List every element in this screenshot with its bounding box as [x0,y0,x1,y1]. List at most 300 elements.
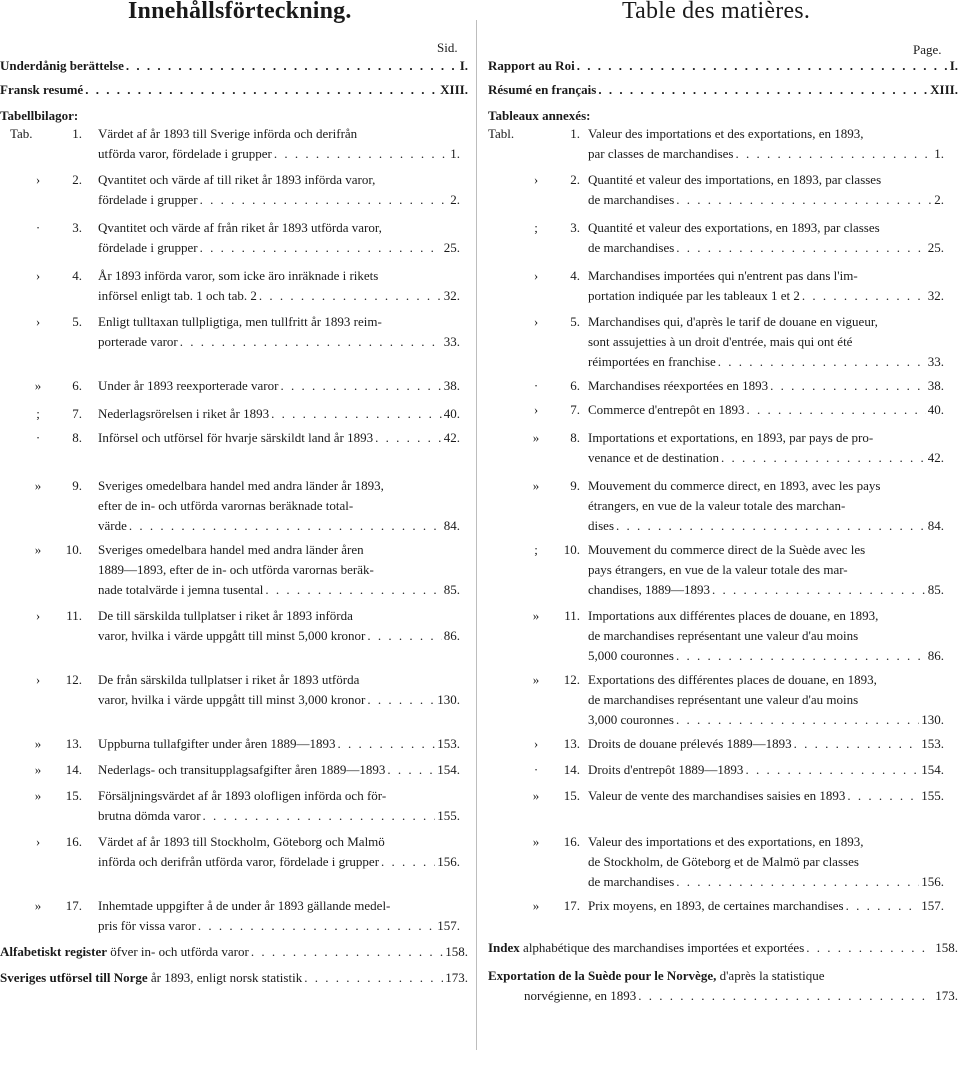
entry-number: 1. [570,126,580,141]
entry-page: 154. [921,762,944,777]
french-top-entry-page: I. [949,58,958,73]
leader-dots [387,760,435,780]
entry-page: 156. [437,854,460,869]
swedish-toc-entry[interactable] [0,170,468,210]
entry-line-text: de marchandises [588,874,675,889]
entry-text [98,540,460,600]
ditto-mark: › [533,172,539,187]
entry-line-text: chandises, 1889—1893 [588,582,711,597]
swedish-toc-entry[interactable] [0,476,468,536]
entry-line: Valeur des importations et des exportations, en 1893, [588,834,864,849]
leader-dots [577,58,948,74]
index-bold-label: Sveriges utförsel till Norge [0,970,148,985]
entry-line [98,428,460,448]
entry-text [98,170,460,210]
entry-page: 85. [443,582,460,597]
ditto-mark: » [532,788,540,803]
entry-line [98,404,460,424]
entry-number: 8. [72,430,82,445]
french-toc-entry[interactable] [488,400,958,420]
entry-text [588,896,944,916]
entry-number: 10. [65,542,82,557]
entry-line-text: utförda varor, fördelade i grupper [98,146,272,161]
entry-text [98,832,460,872]
entry-number: 15. [65,788,82,803]
french-toc-entry[interactable] [488,540,958,600]
french-toc-entry[interactable] [488,376,958,396]
entry-line: de marchandises représentant une valeur d'au moins [588,692,859,707]
entry-line [588,786,944,806]
entry-number: 16. [65,834,82,849]
swedish-toc-entry[interactable] [0,312,468,352]
ditto-mark: » [34,478,42,493]
ditto-mark: · [35,430,41,445]
entry-text [98,786,460,826]
entry-line-text: Nederlags- och transitupplagsafgifter åren 1889—1893 [98,762,386,777]
leader-dots [718,352,926,372]
french-top-entry[interactable] [488,58,958,74]
index-bold-label: Index [488,940,520,955]
entry-page: 157. [921,898,944,913]
entry-line: Marchandises qui, d'après le tarif de douane en vigueur, [588,314,878,329]
entry-line: de Stockholm, de Göteborg et de Malmö par classes [588,854,859,869]
leader-dots [338,734,436,754]
entry-line [588,516,944,536]
swedish-toc-entry[interactable] [0,670,468,710]
swedish-toc-entry[interactable] [0,896,468,936]
entry-text [588,832,944,892]
entry-number: 9. [72,478,82,493]
entry-text [98,124,460,164]
entry-number: 7. [72,406,82,421]
french-index-entry[interactable] [488,940,958,956]
ditto-mark: · [533,762,539,777]
entry-line-text: brutna dömda varor [98,808,201,823]
swedish-toc-entry[interactable] [0,540,468,600]
entry-page: 42. [927,450,944,465]
entry-line [98,516,460,536]
entry-text [98,218,460,258]
entry-line-text: värde [98,518,127,533]
entry-page: 153. [921,736,944,751]
entry-line: Enligt tulltaxan tullpligtiga, men tullfritt år 1893 reim- [98,314,382,329]
ditto-mark: » [532,430,540,445]
entry-line-text: Prix moyens, en 1893, de certaines marchandises [588,898,844,913]
entry-line-text: Commerce d'entrepôt en 1893 [588,402,745,417]
swedish-toc-entry[interactable] [0,606,468,646]
entry-number: 3. [570,220,580,235]
entry-line-text: portation indiquée par les tableaux 1 et 2 [588,288,800,303]
ditto-mark: › [533,314,539,329]
entry-line [98,144,460,164]
leader-dots [745,760,919,780]
entry-text [98,312,460,352]
swedish-toc-entry[interactable] [0,428,468,448]
entry-line-text: de marchandises [588,240,675,255]
ditto-mark: › [35,834,41,849]
entry-line [98,376,460,396]
entry-text [588,670,944,730]
ditto-mark: ; [534,220,538,235]
entry-line: År 1893 införda varor, som icke äro inräknade i rikets [98,268,379,283]
entry-line: De till särskilda tullplatser i riket år 1893 införda [98,608,353,623]
entry-line: pays étrangers, en vue de la valeur totale des mar- [588,562,848,577]
leader-dots [712,580,926,600]
entry-line [98,690,460,710]
leader-dots [280,376,441,396]
ditto-mark: » [34,788,42,803]
leader-dots [616,516,926,536]
ditto-mark: » [532,478,540,493]
index-rest-label: d'après la statistique [716,968,825,983]
swedish-page-header: Sid. [437,40,458,55]
leader-dots [676,238,925,258]
entry-page: 85. [927,582,944,597]
entry-line [588,580,944,600]
entry-line [588,400,944,420]
entry-line: Försäljningsvärdet af år 1893 olofligen införda och för- [98,788,387,803]
entry-text [588,124,944,164]
entry-line: Inhemtade uppgifter å de under år 1893 gällande medel- [98,898,391,913]
entry-page: 86. [443,628,460,643]
entry-number: 4. [570,268,580,283]
entry-line: Mouvement du commerce direct de la Suède avec les [588,542,866,557]
leader-dots [367,690,435,710]
entry-line [98,332,460,352]
index-label [488,940,804,956]
entry-number: 11. [66,608,82,623]
entry-text [588,266,944,306]
entry-text [588,760,944,780]
ditto-mark: › [533,736,539,751]
entry-number: 10. [563,542,580,557]
entry-page: 42. [443,430,460,445]
leader-dots [200,190,449,210]
entry-page: 84. [443,518,460,533]
entry-text [588,476,944,536]
swedish-toc-entry[interactable] [0,376,468,396]
leader-dots [198,916,435,936]
french-top-entry[interactable] [488,82,958,98]
entry-text [588,606,944,666]
entry-line [588,734,944,754]
entry-line-text: Nederlagsrörelsen i riket år 1893 [98,406,270,421]
french-title: Table des matières. [622,0,811,24]
entry-line-text: varor, hvilka i värde uppgått till minst 3,000 kronor [98,692,366,707]
entry-line [588,760,944,780]
index-label [0,970,302,986]
entry-page: 38. [927,378,944,393]
entry-line: Mouvement du commerce direct, en 1893, avec les pays [588,478,881,493]
entry-text [98,404,460,424]
swedish-top-entry-page: XIII. [440,82,468,97]
entry-line-text: dises [588,518,614,533]
entry-text [98,606,460,646]
entry-number: 14. [65,762,82,777]
leader-dots [847,786,919,806]
ditto-mark: › [35,672,41,687]
entry-text [98,428,460,448]
french-section-heading: Tableaux annexés: [488,108,591,123]
swedish-index-entry[interactable] [0,944,468,960]
entry-line [98,734,460,754]
entry-text [588,786,944,806]
ditto-mark: › [35,268,41,283]
swedish-column [0,0,468,1066]
french-column [488,0,958,1066]
french-toc-entry[interactable] [488,312,958,372]
swedish-index-entry[interactable] [0,970,468,986]
french-tab-prefix: Tabl. [488,126,515,141]
leader-dots [274,144,448,164]
entry-line [588,710,944,730]
entry-page: 32. [927,288,944,303]
ditto-mark: » [532,898,540,913]
entry-line [588,352,944,372]
index-page: 173. [445,970,468,985]
french-top-entry-label: Rapport au Roi [488,58,575,73]
french-index-entry[interactable] [488,966,958,1006]
leader-dots [304,970,443,986]
entry-text [588,400,944,420]
entry-number: 5. [570,314,580,329]
entry-page: 40. [443,406,460,421]
french-toc-entry[interactable] [488,734,958,754]
leader-dots [381,852,435,872]
entry-number: 6. [72,378,82,393]
entry-line-text: 3,000 couronnes [588,712,674,727]
entry-text [588,428,944,468]
entry-line-text: Uppburna tullafgifter under åren 1889—1893 [98,736,336,751]
entry-number: 12. [65,672,82,687]
entry-text [98,266,460,306]
entry-number: 16. [563,834,580,849]
ditto-mark: · [35,220,41,235]
french-toc-entry[interactable] [488,266,958,306]
entry-text [588,312,944,372]
entry-number: 17. [563,898,580,913]
entry-line-text: Valeur de vente des marchandises saisies en 1893 [588,788,846,803]
leader-dots [271,404,442,424]
index-page: 173. [935,988,958,1003]
entry-line [98,286,460,306]
swedish-top-entry[interactable] [0,58,468,74]
entry-page: 130. [437,692,460,707]
entry-line: Quantité et valeur des importations, en 1893, par classes [588,172,882,187]
leader-dots [676,872,919,892]
entry-text [98,760,460,780]
entry-line: De från särskilda tullplatser i riket år 1893 utförda [98,672,360,687]
entry-page: 130. [921,712,944,727]
swedish-toc-entry[interactable] [0,404,468,424]
swedish-tab-prefix: Tab. [10,126,33,141]
leader-dots [85,82,438,98]
entry-number: 1. [72,126,82,141]
french-page-header: Page. [913,42,942,57]
entry-line: Qvantitet och värde af till riket år 1893 införda varor, [98,172,376,187]
entry-page: 154. [437,762,460,777]
entry-line: Importations aux différentes places de douane, en 1893, [588,608,879,623]
entry-page: 2. [934,192,944,207]
index-bold-label: Exportation de la Suède pour le Norvège, [488,968,717,983]
swedish-toc-entry[interactable] [0,124,468,164]
french-toc-entry[interactable] [488,760,958,780]
entry-line-text: porterade varor [98,334,178,349]
leader-dots [126,58,458,74]
ditto-mark: » [532,834,540,849]
leader-dots [676,646,926,666]
entry-page: 32. [443,288,460,303]
french-toc-entry[interactable] [488,670,958,730]
entry-line: sont assujetties à un droit d'entrée, mais qui ont été [588,334,853,349]
entry-text [588,376,944,396]
french-toc-entry[interactable] [488,786,958,806]
entry-number: 13. [65,736,82,751]
leader-dots [676,190,932,210]
entry-line-text: Droits d'entrepôt 1889—1893 [588,762,744,777]
entry-page: 25. [443,240,460,255]
swedish-toc-entry[interactable] [0,734,468,754]
swedish-title: Innehållsförteckning. [128,0,352,24]
entry-line: Sveriges omedelbara handel med andra länder år 1893, [98,478,384,493]
entry-line [588,646,944,666]
swedish-toc-entry[interactable] [0,760,468,780]
entry-line-text: Införsel och utförsel för hvarje särskildt land år 1893 [98,430,374,445]
entry-number: 6. [570,378,580,393]
french-toc-entry[interactable] [488,832,958,892]
entry-number: 5. [72,314,82,329]
entry-number: 9. [570,478,580,493]
entry-number: 11. [564,608,580,623]
column-divider [476,20,477,1050]
entry-line: de marchandises représentant une valeur d'au moins [588,628,859,643]
entry-line [588,448,944,468]
index-label [0,944,249,960]
entry-number: 4. [72,268,82,283]
entry-line-text: 5,000 couronnes [588,648,674,663]
swedish-toc-entry[interactable] [0,786,468,826]
swedish-toc-entry[interactable] [0,832,468,872]
entry-number: 8. [570,430,580,445]
entry-text [588,218,944,258]
swedish-toc-entry[interactable] [0,218,468,258]
entry-number: 3. [72,220,82,235]
leader-dots [806,940,933,956]
french-toc-entry[interactable] [488,124,958,164]
entry-number: 14. [563,762,580,777]
entry-line: Quantité et valeur des exportations, en 1893, par classes [588,220,880,235]
leader-dots [251,944,443,960]
swedish-top-entry-label: Fransk resumé [0,82,84,97]
entry-number: 13. [563,736,580,751]
entry-page: 84. [927,518,944,533]
leader-dots [846,896,920,916]
leader-dots [375,428,442,448]
entry-line-text: de marchandises [588,192,675,207]
entry-number: 2. [570,172,580,187]
entry-line [588,238,944,258]
index-page: 158. [445,944,468,959]
leader-dots [638,986,933,1006]
entry-line [98,626,460,646]
french-toc-entry[interactable] [488,218,958,258]
entry-line [98,916,460,936]
ditto-mark: » [532,672,540,687]
entry-line-text: nade totalvärde i jemna tusental [98,582,264,597]
french-toc-entry[interactable] [488,606,958,666]
swedish-section-heading: Tabellbilagor: [0,108,79,123]
entry-line [98,580,460,600]
entry-number: 2. [72,172,82,187]
entry-page: 86. [927,648,944,663]
ditto-mark: ; [534,542,538,557]
entry-page: 1. [934,146,944,161]
entry-line [588,896,944,916]
french-top-entry-page: XIII. [930,82,958,97]
swedish-top-entry-label: Underdånig berättelse [0,58,124,73]
entry-number: 15. [563,788,580,803]
french-toc-entry[interactable] [488,896,958,916]
french-toc-entry[interactable] [488,170,958,210]
swedish-top-entry[interactable] [0,82,468,98]
entry-line [98,190,460,210]
index-line [488,986,958,1006]
ditto-mark: › [35,314,41,329]
entry-number: 7. [570,402,580,417]
entry-text [588,540,944,600]
entry-line: Värdet af år 1893 till Stockholm, Göteborg och Malmö [98,834,385,849]
entry-page: 33. [443,334,460,349]
leader-dots [367,626,441,646]
ditto-mark: » [532,608,540,623]
french-toc-entry[interactable] [488,428,958,468]
swedish-toc-entry[interactable] [0,266,468,306]
index-rest-label: öfver in- och utförda varor [106,944,249,959]
entry-line-text: införda och derifrån utförda varor, fördelade i grupper [98,854,380,869]
entry-line: Exportations des différentes places de douane, en 1893, [588,672,877,687]
entry-line-text: Marchandises réexportées en 1893 [588,378,769,393]
entry-line [98,806,460,826]
entry-page: 33. [927,354,944,369]
index-rest-label: år 1893, enligt norsk statistik [147,970,303,985]
ditto-mark: » [34,736,42,751]
entry-page: 1. [450,146,460,161]
entry-line [98,238,460,258]
entry-line: Importations et exportations, en 1893, par pays de pro- [588,430,874,445]
entry-text [98,670,460,710]
french-toc-entry[interactable] [488,476,958,536]
leader-dots [770,376,926,396]
ditto-mark: · [533,378,539,393]
entry-text [98,476,460,536]
entry-line: Qvantitet och värde af från riket år 1893 utförda varor, [98,220,382,235]
entry-page: 155. [437,808,460,823]
french-top-entry-label: Résumé en français [488,82,597,97]
leader-dots [180,332,442,352]
entry-page: 155. [921,788,944,803]
entry-text [98,376,460,396]
ditto-mark: › [533,402,539,417]
entry-page: 40. [927,402,944,417]
entry-line-text: venance et de destination [588,450,720,465]
entry-number: 12. [563,672,580,687]
entry-line-text: införsel enligt tab. 1 och tab. 2 [98,288,257,303]
ditto-mark: » [34,762,42,777]
leader-dots [598,82,928,98]
entry-line [588,872,944,892]
entry-text [588,734,944,754]
ditto-mark: » [34,542,42,557]
